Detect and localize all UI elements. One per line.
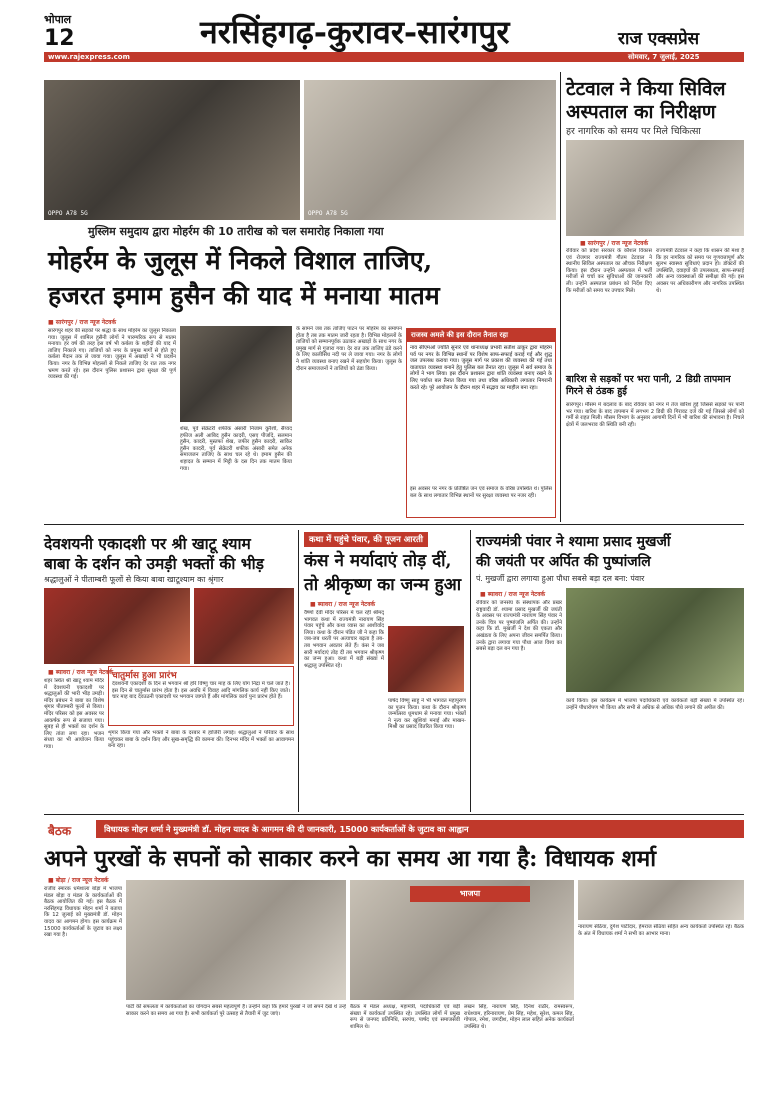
section-divider: [44, 524, 744, 525]
camera-watermark: OPPO A78 5G: [48, 210, 88, 217]
katha-byline: ■ ब्यावरा / राज न्यूज नेटवर्क: [310, 601, 376, 608]
issue-date: सोमवार, 7 जुलाई, 2025: [628, 53, 700, 61]
muharram-byline: ■ सारंगपुर / राज न्यूज नेटवर्क: [48, 319, 117, 326]
meeting-byline: ■ बोड़ा / राज न्यूज नेटवर्क: [48, 877, 109, 884]
mukherjee-body-2: कार्य किया। इस कार्यक्रम में भाजपा पदाधिकारी एवं कार्यकर्ता बड़ी संख्या में उपस्थित रहे। उन्होंने पौधारोपण भी किया और सभी से अधिक से अधिक पौधे लगाने की अपील की।: [566, 698, 744, 711]
katha-headline-2: तो श्रीकृष्ण का जन्म हुआ: [304, 575, 462, 595]
hospital-body-col2: राज्यमंत्री टेटवाल ने कहा कि शासन की मंशा है कि हर नागरिक को समय पर गुणवत्तापूर्ण और सुलभ स्वास्थ्य सुविधाएं प्रदान हो। डॉक्टरों की उपस्थिति, दवाइयों की उपलब्धता, साफ-सफाई और अन्य व्यवस्थाओं की समीक्षा की गई। इस अवसर पर अधिकारीगण और नागरिक उपस्थित थे।: [656, 248, 744, 294]
brand-logo: राज एक्सप्रेस: [618, 29, 700, 49]
muharram-body-col1: सारंगपुर शहर की सड़कों पर श्रद्धा के साथ मोहर्रम का जुलूस निकाला गया। जुलूस में शामिल हुसैनी लोगों ने पारम्परिक रूप से मातम मनाया। हर वर्ष की तरह इस वर्ष भी कर्बला के शहीदों की याद में ताजिए निकाले गए। ताजियों को नगर के प्रमुख मार्गों से होते हुए कर्बला मैदान तक ले जाया गया। जुलूस में अखाड़ों ने भी प्रदर्शन किया। नगर के विभिन्न मोहल्लों से निकले ताजिए देर रात तक नगर भ्रमण करते रहे। इस दौरान पुलिस प्रशासन द्वारा सुरक्षा की पूर्ण व्यवस्था की गई।: [48, 328, 176, 381]
mukherjee-headline-2: की जयंती पर अर्पित की पुष्पांजलि: [476, 554, 651, 570]
muharram-photo-caption: मुस्लिम समुदाय द्वारा मोहर्रम की 10 तारीख को चल समारोह निकाला गया: [88, 225, 384, 238]
meeting-kicker: बैठक: [48, 824, 72, 838]
mukherjee-photo: [566, 588, 744, 692]
rain-body: सारंगपुर। मौसम में बदलाव के बाद रविवार को नगर में तेज बारिश हुई जिससे सड़कों पर पानी भर गया। बारिश के बाद तापमान में लगभग 2 डिग्री की गिरावट दर्ज की गई जिससे लोगों को गर्मी से राहत मिली। मौसम विभाग के अनुसार आगामी दिनों में भी बारिश की संभावना है। निचले क्षेत्रों में जलभराव की स्थिति बनी रही।: [566, 402, 744, 428]
column-divider: [560, 72, 561, 522]
hospital-headline-2: अस्पताल का निरीक्षण: [566, 101, 716, 123]
page-number: 12: [44, 26, 75, 51]
khatu-body: शहर स्थित श्री खाटू श्याम मंदिर में देवशयनी एकादशी पर श्रद्धालुओं की भारी भीड़ उमड़ी। मंदिर प्रबंधन ने बाबा का विशेष श्रृंगार पीताम्बरी फूलों से किया। मंदिर परिसर को इस अवसर पर आकर्षक रूप से सजाया गया। सुबह से ही भक्तों का दर्शन के लिए तांता लगा रहा। भजन संध्या का भी आयोजन किया गया।: [44, 678, 104, 750]
column-divider: [298, 530, 299, 812]
muharram-headline-1: मोहर्रम के जुलूस में निकले विशाल ताजिए,: [48, 246, 433, 275]
section-title: नरसिंहगढ़-कुरावर-सारंगपुर: [200, 13, 510, 51]
page-header: [0, 0, 778, 62]
chaturmas-title: चातुर्मास हुआ प्रारंभ: [112, 671, 177, 681]
hospital-body-col1: रविवार को प्रदेश सरकार के कौशल विकास एवं रोजगार राज्यमंत्री गौतम टेटवाल ने स्थानीय सिविल अस्पताल का औचक निरीक्षण किया। इस दौरान उन्होंने अस्पताल में भर्ती मरीजों से चर्चा कर सुविधाओं की जानकारी ली। उन्होंने अस्पताल प्रबंधन को निर्देश दिए कि मरीजों को समय पर उपचार मिले।: [566, 248, 652, 294]
muharram-body-col2: शेख, पूर्व सेक्रेटरी शफीक अंसारी निजाम कुरैशी, सैय्यद हफीज अली आबिद हुसैन कादरी, एसए पीर्जादे, सलमान हुसैन, कादरी, मुस्तफा शेख, जफीर हुसैन कादरी, साकिर हुसैन कादरी, पूर्व सेक्रेटरी शफीक अंसारी समेत अनेक समाजजन ताजिए के साथ चल रहे थे। इमाम हुसैन की शहादत के सम्मान में मिट्टी के दस दिन तक मातम किया गया।: [180, 426, 292, 472]
meeting-headline: अपने पुरखों के सपनों को साकार करने का समय आ गया है: विधायक शर्मा: [44, 846, 657, 872]
meeting-announcement: विधायक मोहन शर्मा ने मुख्यमंत्री डॉ. मोहन यादव के आगमन की दी जानकारी, 15000 कार्यकर्ताओं के जुटाव का आह्वान: [104, 824, 469, 834]
meeting-body-col3: बैठक में मंडल अध्यक्ष, महामंत्री, पदाधिकारी एवं बड़ी संख्या में कार्यकर्ता उपस्थित रहे। उपस्थित लोगों में प्रमुख रूप से जनपद प्रतिनिधि, सरपंच, पार्षद एवं समाजसेवी शामिल थे।: [350, 1004, 460, 1030]
muharram-photo-2: [304, 80, 556, 220]
chaturmas-text: देवशयनी एकादशी के दिन से भगवान श्री हरि विष्णु चार माह के लिए योग निद्रा में चले जाते हैं। इस दिन से चातुर्मास प्रारंभ होता है। इस अवधि में विवाह आदि मांगलिक कार्य नहीं किए जाते। चार माह बाद देवउठनी एकादशी पर भगवान जागते हैं और मांगलिक कार्य पुनः प्रारंभ होते हैं।: [112, 681, 290, 701]
katha-photo: [388, 626, 464, 692]
hospital-photo: [566, 140, 744, 236]
mukherjee-headline-1: राज्यमंत्री पंवार ने श्यामा प्रसाद मुखर्जी: [476, 534, 671, 550]
hospital-byline: ■ सारंगपुर / राज न्यूज नेटवर्क: [580, 240, 649, 247]
meeting-body-col4: लखन सिंह, नारायण सिंह, दिनेश राठौर, रामस्वरूप, राधेश्याम, हरिनारायण, प्रेम सिंह, महेश, सुरेश, कमल सिंह, गोपाल, रमेश, जगदीश, मोहन लाल सहित अनेक कार्यकर्ता उपस्थित थे।: [464, 1004, 574, 1030]
hospital-subhead: हर नागरिक को समय पर मिले चिकित्सा: [566, 126, 701, 137]
khatu-body-2: शृंगार किया गया और भक्तों ने बाबा के दरबार में हाजिरी लगाई। श्रद्धालुओं ने परिवार के साथ पहुंचकर बाबा के दर्शन किए और सुख-समृद्धि की कामना की। दिनभर मंदिर में भक्तों का आवागमन बना रहा।: [108, 730, 294, 750]
khatu-headline-2: बाबा के दर्शन को उमड़ी भक्तों की भीड़: [44, 554, 264, 573]
katha-headline-1: कंस ने मर्यादाएं तोड़ दीं,: [304, 551, 452, 571]
meeting-body-col1: राजीव स्मारक धर्मशाला बोड़ा में भाजपा मंडल बोड़ा व मंडल के कार्यकर्ताओं की बैठक आयोजित की गई। इस बैठक में नरसिंहगढ़ विधायक मोहन शर्मा ने बताया कि 12 जुलाई को मुख्यमंत्री डॉ. मोहन यादव का आगमन होगा। इस कार्यक्रम में 15000 कार्यकर्ताओं के जुटाव का लक्ष्य रखा गया है।: [44, 886, 122, 939]
section-divider: [44, 814, 744, 815]
website-link[interactable]: www.rajexpress.com: [48, 53, 130, 61]
khatu-subhead: श्रद्धालुओं ने पीताम्बरी फूलों से किया बाबा खाटूश्याम का श्रृंगार: [44, 575, 224, 584]
khatu-photo-2: [194, 588, 294, 664]
rain-headline: बारिश से सड़कों पर भरा पानी, 2 डिग्री तापमान गिरने से ठंडक हुई: [566, 374, 731, 397]
katha-kicker: कथा में पहुंचे पंवार, की पूजन आरती: [304, 532, 428, 547]
security-box-title: राजस्व अमले की इस दौरान तैनात रहा: [407, 329, 555, 342]
katha-body-2: पार्षद विष्णु साहू ने भी भागवत महापुराण का पूजन किया। कथा के दौरान श्रीकृष्ण जन्मोत्सव धूमधाम से मनाया गया। भक्तों ने नृत्य कर खुशियां मनाई और माखन-मिश्री का प्रसाद वितरित किया गया।: [388, 698, 466, 731]
muharram-photo-3: [180, 326, 292, 422]
muharram-photo-1: [44, 80, 300, 220]
khatu-byline: ■ ब्यावरा / राज न्यूज नेटवर्क: [48, 669, 114, 676]
security-box-text-2: इस अवसर पर नगर के प्रतिष्ठित जन एवं समाज के वरिष्ठ उपस्थित थे। पुलिस बल के साथ लगातार विभिन्न स्थानों पर सुरक्षा व्यवस्था पर नजर रही।: [410, 486, 552, 499]
katha-body: वैष्णो देवी मंदिर परिसर में चल रही श्रीमद् भागवत कथा में राज्यमंत्री नारायण सिंह पंवार पहुंचे और कथा व्यास का आशीर्वाद लिया। कथा के दौरान पंडित जी ने कहा कि जब-जब धरती पर अत्याचार बढ़ता है तब-तब भगवान अवतार लेते हैं। कंस ने जब सारी मर्यादाएं तोड़ दीं तब भगवान श्रीकृष्ण का जन्म हुआ। कथा में बड़ी संख्या में श्रद्धालु उपस्थित रहे।: [304, 610, 384, 669]
khatu-photo-1: [44, 588, 190, 664]
mukherjee-byline: ■ ब्यावरा / राज न्यूज नेटवर्क: [480, 591, 546, 598]
meeting-photo-3: [578, 880, 744, 920]
meeting-photo-2: [350, 880, 574, 1000]
hospital-headline-1: टेटवाल ने किया सिविल: [566, 78, 726, 100]
muharram-body-col3: के सामने जब तक ताजिए पाटन पर मोहर्रम का समापन होता है तब तक मातम जारी रहता है। विभिन्न मोहल्लों के ताजियों को सम्मानपूर्वक उठाकर अखाड़ों के साथ नगर के प्रमुख मार्ग से गुजारा गया। देर रात तक ताजिए ठंडे करने के लिए कालीसिंध नदी पर ले जाया गया। नगर के लोगों ने शांति व्यवस्था बनाए रखने में सहयोग किया। जुलूस के दौरान समाजजनों ने ताजियों को ठंडा किया।: [296, 326, 402, 372]
mukherjee-subhead: पं. मुखर्जी द्वारा लगाया हुआ पौधा सबसे बड़ा दल बना: पंवार: [476, 574, 645, 583]
city-label: भोपाल: [44, 13, 72, 26]
meeting-body-col5: नारायण सेठिया, दुर्गेश पाटीदार, हेमराज सेठिया सहित अन्य कार्यकर्ता उपस्थित रहे। बैठक के अंत में विधायक शर्मा ने सभी का आभार माना।: [578, 924, 744, 937]
mukherjee-body: रविवार को जनसंघ के संस्थापक और प्रखर राष्ट्रवादी डॉ. श्यामा प्रसाद मुखर्जी की जयंती के अवसर पर राज्यमंत्री नारायण सिंह पंवार ने उनके चित्र पर पुष्पांजलि अर्पित की। उन्होंने कहा कि डॉ. मुखर्जी ने देश की एकता और अखंडता के लिए अपना जीवन समर्पित किया। उनके द्वारा लगाया गया पौधा आज विश्व का सबसे बड़ा दल बन गया है।: [476, 600, 562, 653]
security-box-text: नाव सीएमओ ज्योति सुनारे एवं थानाध्यक्ष प्रभारी सतीश ठाकुर द्वारा मोहर्रम पर्व पर नगर के विभिन्न स्थानों पर विशेष साफ-सफाई कराई गई और शुद्ध जल उपलब्ध कराया गया। जुलूस मार्ग पर प्रकाश की व्यवस्था की गई तथा यातायात व्यवस्था बनाने हेतु पुलिस बल तैनात रहा। जुलूस में सर्व समाज के लोगों ने भाग लिया। इस दौरान प्रशासन द्वारा शांति व्यवस्था बनाए रखने के लिए पर्याप्त बल तैनात किया गया तथा वरिष्ठ अधिकारी लगातार निगरानी करते रहे। पूरे आयोजन के दौरान शहर में सद्भाव का माहौल बना रहा।: [410, 345, 552, 391]
column-divider: [470, 530, 471, 812]
meeting-body-col2: पार्टी की सफलता में कार्यकर्ताओं का योगदान सबसे महत्वपूर्ण है। उन्होंने कहा कि हमारे पुरखों ने जो सपने देखे थे उन्हें साकार करने का समय आ गया है। सभी कार्यकर्ता पूरे उत्साह से तैयारी में जुट जाएं।: [126, 1004, 346, 1017]
khatu-headline-1: देवशयनी एकादशी पर श्री खाटू श्याम: [44, 534, 251, 553]
muharram-headline-2: हजरत इमाम हुसैन की याद में मनाया मातम: [48, 281, 440, 310]
meeting-photo-1: [126, 880, 346, 1000]
camera-watermark: OPPO A78 5G: [308, 210, 348, 217]
stage-banner: भाजपा: [410, 886, 530, 902]
